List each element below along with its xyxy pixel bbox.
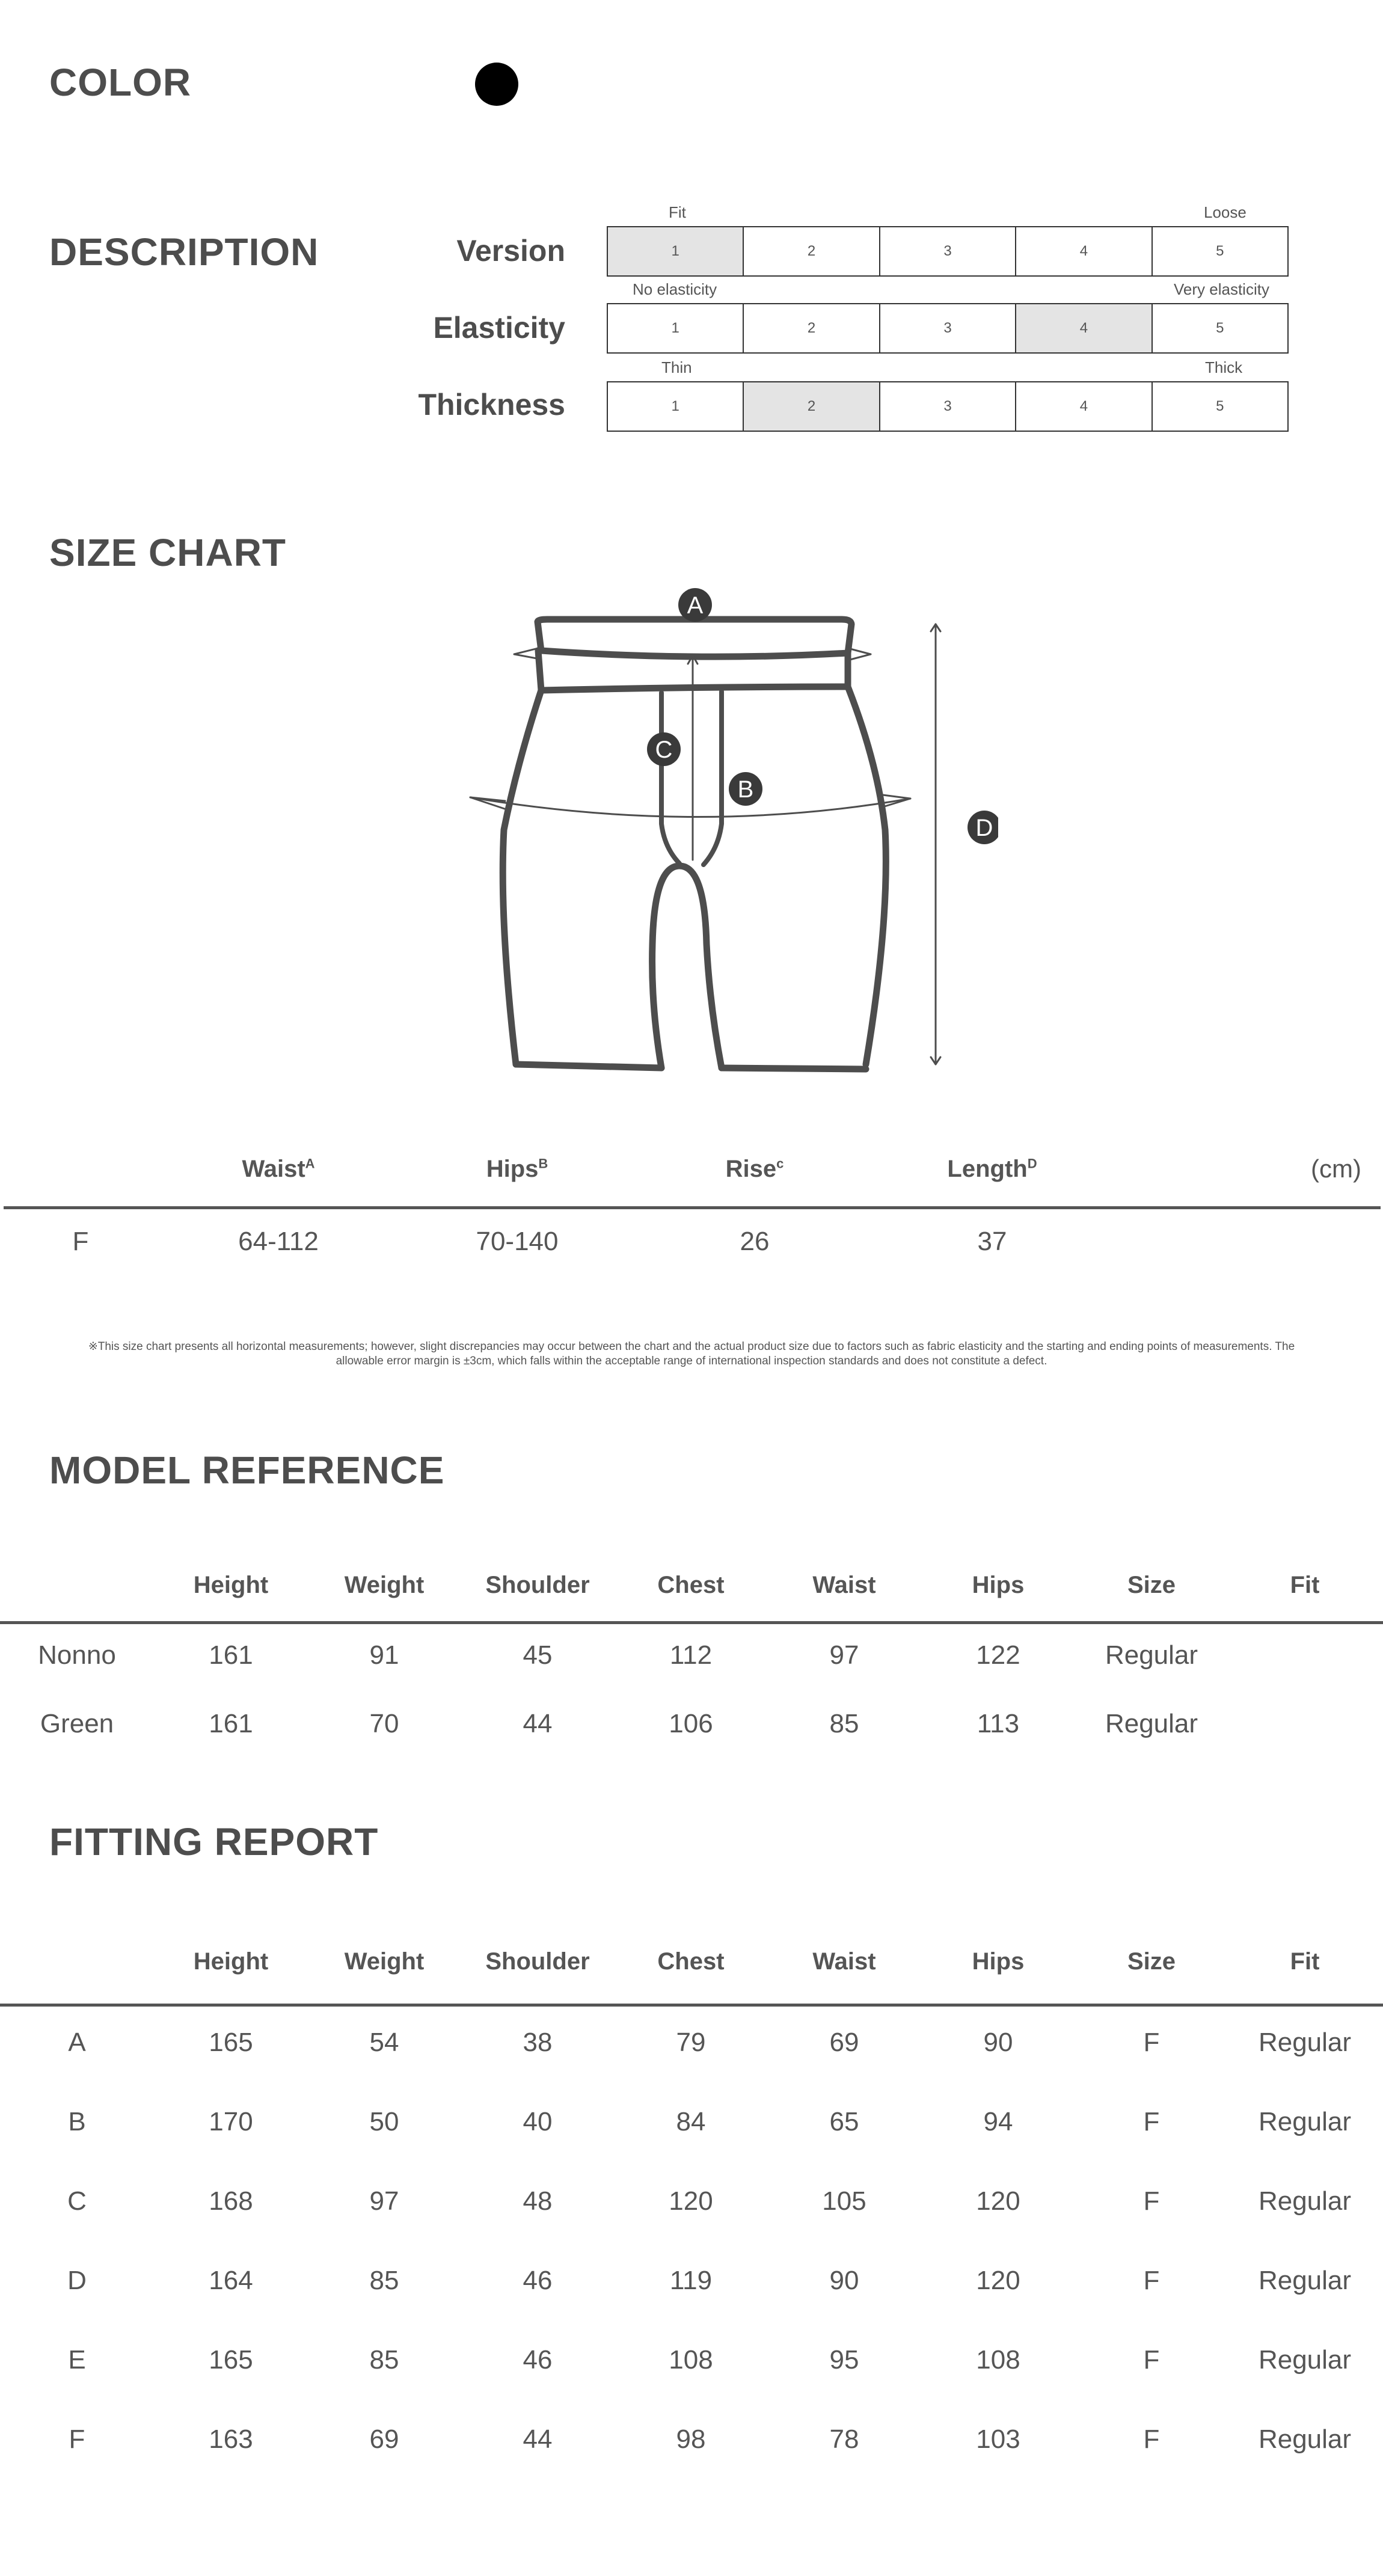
fitting-height: 165 bbox=[209, 2028, 253, 2057]
fitting-shoulder: 38 bbox=[523, 2028, 553, 2057]
fitting-header-fit: Fit bbox=[1290, 1948, 1320, 1975]
version-cell-1: 1 bbox=[608, 227, 744, 275]
fitting-fit: Regular bbox=[1258, 2028, 1352, 2057]
fitting-height: 163 bbox=[209, 2424, 253, 2454]
fitting-shoulder: 40 bbox=[523, 2107, 553, 2136]
marker-b: B bbox=[737, 776, 754, 803]
fitting-chest: 119 bbox=[669, 2266, 713, 2295]
model-reference-title: MODEL REFERENCE bbox=[49, 1449, 445, 1492]
model-waist: 85 bbox=[829, 1709, 859, 1738]
fitting-waist: 105 bbox=[822, 2186, 866, 2216]
elasticity-right-caption: Very elasticity bbox=[1174, 280, 1269, 298]
color-title: COLOR bbox=[49, 61, 192, 104]
model-weight: 70 bbox=[369, 1709, 399, 1738]
thickness-cell-1: 1 bbox=[608, 382, 744, 431]
version-cell-3: 3 bbox=[880, 227, 1016, 275]
size-header-hips: Hips$^B$ bbox=[486, 1156, 548, 1182]
elasticity-scale bbox=[607, 303, 1289, 354]
fitting-shoulder: 46 bbox=[523, 2266, 553, 2295]
fitting-name: C bbox=[67, 2186, 87, 2216]
fitting-weight: 54 bbox=[369, 2028, 399, 2057]
thickness-right-caption: Thick bbox=[1205, 358, 1243, 376]
fitting-name: E bbox=[68, 2345, 86, 2375]
model-size: Regular bbox=[1105, 1640, 1198, 1670]
color-swatch-black[interactable] bbox=[475, 63, 518, 106]
version-scale bbox=[607, 226, 1289, 277]
fitting-height: 170 bbox=[209, 2107, 253, 2136]
fitting-weight: 69 bbox=[369, 2424, 399, 2454]
thickness-cell-2: 2 bbox=[744, 382, 880, 431]
size-chart-note bbox=[42, 1340, 1341, 1369]
fitting-hips: 103 bbox=[976, 2424, 1020, 2454]
model-header-height: Height bbox=[193, 1572, 269, 1598]
fitting-fit: Regular bbox=[1258, 2266, 1352, 2295]
fitting-chest: 84 bbox=[676, 2107, 706, 2136]
size-chart-note-line-2: allowable error margin is ±3cm, which falls within the acceptable range of international inspection standards and does not constitute a defect. bbox=[336, 1355, 1047, 1367]
fitting-header-waist: Waist bbox=[812, 1948, 876, 1975]
fitting-chest: 79 bbox=[676, 2028, 706, 2057]
fitting-chest: 98 bbox=[676, 2424, 706, 2454]
thickness-cell-4: 4 bbox=[1016, 382, 1152, 431]
model-header-fit: Fit bbox=[1290, 1572, 1320, 1598]
size-row-rise: 26 bbox=[740, 1227, 770, 1256]
fitting-hips: 108 bbox=[976, 2345, 1020, 2375]
size-chart-title: SIZE CHART bbox=[49, 531, 286, 574]
version-label: Version bbox=[456, 234, 565, 268]
size-header-waist: Waist$^A$ bbox=[242, 1156, 315, 1182]
size-row-waist: 64-112 bbox=[238, 1227, 319, 1256]
model-shoulder: 44 bbox=[523, 1709, 553, 1738]
fitting-shoulder: 44 bbox=[523, 2424, 553, 2454]
fitting-height: 165 bbox=[209, 2345, 253, 2375]
model-weight: 91 bbox=[369, 1640, 399, 1670]
fitting-waist: 90 bbox=[829, 2266, 859, 2295]
model-height: 161 bbox=[209, 1640, 253, 1670]
fitting-name: A bbox=[68, 2028, 86, 2057]
size-header-length: Length$^D$ bbox=[947, 1156, 1037, 1182]
model-header-waist: Waist bbox=[812, 1572, 876, 1598]
fitting-size: F bbox=[1143, 2028, 1160, 2057]
fitting-weight: 85 bbox=[369, 2345, 399, 2375]
fitting-weight: 97 bbox=[369, 2186, 399, 2216]
thickness-label: Thickness bbox=[418, 388, 565, 422]
description-title: DESCRIPTION bbox=[49, 230, 319, 274]
model-waist: 97 bbox=[829, 1640, 859, 1670]
fitting-size: F bbox=[1143, 2186, 1160, 2216]
version-cell-4: 4 bbox=[1016, 227, 1152, 275]
fitting-hips: 120 bbox=[976, 2266, 1020, 2295]
fitting-header-height: Height bbox=[193, 1948, 269, 1975]
fitting-waist: 95 bbox=[829, 2345, 859, 2375]
model-size: Regular bbox=[1105, 1709, 1198, 1738]
shorts-diagram bbox=[457, 583, 998, 1082]
marker-c: C bbox=[655, 737, 673, 763]
elasticity-cell-3: 3 bbox=[880, 304, 1016, 352]
thickness-cell-3: 3 bbox=[880, 382, 1016, 431]
fitting-weight: 85 bbox=[369, 2266, 399, 2295]
thickness-left-caption: Thin bbox=[661, 358, 692, 376]
fitting-size: F bbox=[1143, 2266, 1160, 2295]
fitting-chest: 108 bbox=[669, 2345, 713, 2375]
size-unit-label: (cm) bbox=[1311, 1155, 1361, 1183]
model-table-divider bbox=[0, 1621, 1383, 1624]
fitting-name: F bbox=[69, 2424, 85, 2454]
model-header-shoulder: Shoulder bbox=[485, 1572, 590, 1598]
fitting-hips: 94 bbox=[983, 2107, 1013, 2136]
model-header-weight: Weight bbox=[344, 1572, 425, 1598]
elasticity-cell-2: 2 bbox=[744, 304, 880, 352]
elasticity-cell-5: 5 bbox=[1216, 320, 1224, 336]
model-name: Nonno bbox=[38, 1640, 116, 1670]
size-row-size: F bbox=[72, 1227, 89, 1256]
fitting-shoulder: 46 bbox=[523, 2345, 553, 2375]
fitting-header-shoulder: Shoulder bbox=[485, 1948, 590, 1975]
elasticity-cell-1: 1 bbox=[608, 304, 744, 352]
marker-a: A bbox=[687, 592, 704, 619]
elasticity-label: Elasticity bbox=[433, 311, 565, 345]
model-header-hips: Hips bbox=[972, 1572, 1025, 1598]
fitting-height: 168 bbox=[209, 2186, 253, 2216]
fitting-weight: 50 bbox=[369, 2107, 399, 2136]
fitting-chest: 120 bbox=[669, 2186, 713, 2216]
fitting-height: 164 bbox=[209, 2266, 253, 2295]
fitting-hips: 90 bbox=[983, 2028, 1013, 2057]
fitting-report-title: FITTING REPORT bbox=[49, 1820, 379, 1863]
fitting-hips: 120 bbox=[976, 2186, 1020, 2216]
fitting-fit: Regular bbox=[1258, 2345, 1352, 2375]
fitting-waist: 65 bbox=[829, 2107, 859, 2136]
fitting-waist: 69 bbox=[829, 2028, 859, 2057]
model-shoulder: 45 bbox=[523, 1640, 553, 1670]
model-hips: 113 bbox=[977, 1709, 1020, 1738]
size-header-rise: Rise$^c$ bbox=[725, 1156, 784, 1182]
fitting-header-chest: Chest bbox=[657, 1948, 725, 1975]
thickness-cell-5: 5 bbox=[1216, 398, 1224, 414]
model-name: Green bbox=[40, 1709, 114, 1738]
fitting-name: D bbox=[67, 2266, 87, 2295]
version-left-caption: Fit bbox=[669, 203, 686, 221]
version-right-caption: Loose bbox=[1204, 203, 1247, 221]
elasticity-left-caption: No elasticity bbox=[633, 280, 717, 298]
version-cell-5: 5 bbox=[1216, 243, 1224, 259]
fitting-header-hips: Hips bbox=[972, 1948, 1025, 1975]
model-header-size: Size bbox=[1127, 1572, 1176, 1598]
model-height: 161 bbox=[209, 1709, 253, 1738]
fitting-size: F bbox=[1143, 2107, 1160, 2136]
size-row-length: 37 bbox=[977, 1227, 1007, 1256]
size-row-hips: 70-140 bbox=[476, 1227, 559, 1256]
fitting-fit: Regular bbox=[1258, 2424, 1352, 2454]
version-cell-2: 2 bbox=[744, 227, 880, 275]
fitting-size: F bbox=[1143, 2345, 1160, 2375]
size-table-divider bbox=[4, 1206, 1381, 1209]
marker-d: D bbox=[975, 815, 993, 841]
fitting-fit: Regular bbox=[1258, 2186, 1352, 2216]
model-hips: 122 bbox=[976, 1640, 1020, 1670]
fitting-waist: 78 bbox=[829, 2424, 859, 2454]
thickness-scale bbox=[607, 381, 1289, 432]
model-chest: 106 bbox=[669, 1709, 713, 1738]
fitting-size: F bbox=[1143, 2424, 1160, 2454]
model-header-chest: Chest bbox=[657, 1572, 725, 1598]
fitting-header-weight: Weight bbox=[344, 1948, 425, 1975]
fitting-shoulder: 48 bbox=[523, 2186, 553, 2216]
model-chest: 112 bbox=[669, 1640, 713, 1670]
fitting-table-divider bbox=[0, 2004, 1383, 2007]
fitting-header-size: Size bbox=[1127, 1948, 1176, 1975]
fitting-name: B bbox=[68, 2107, 86, 2136]
elasticity-cell-4: 4 bbox=[1016, 304, 1152, 352]
size-chart-note-line-1: ※This size chart presents all horizontal measurements; however, slight discrepancies may occur between the chart and the actual product size due to factors such as fabric elasticity and the starting and ending points of measurements. The bbox=[88, 1340, 1295, 1353]
fitting-fit: Regular bbox=[1258, 2107, 1352, 2136]
